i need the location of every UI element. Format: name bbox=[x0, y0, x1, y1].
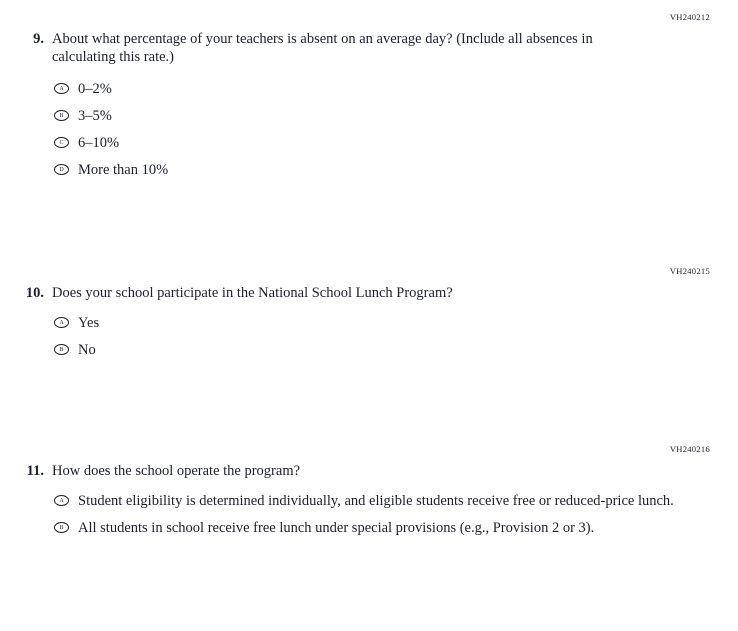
item-code: VH240216 bbox=[669, 444, 710, 454]
answer-option bbox=[54, 134, 738, 152]
item-code: VH240215 bbox=[669, 266, 710, 276]
question-block-11 bbox=[0, 444, 738, 546]
question-number: 10. bbox=[25, 285, 44, 301]
question-block-9 bbox=[0, 12, 738, 188]
answer-option bbox=[54, 314, 738, 332]
oval-letter: A bbox=[59, 85, 64, 92]
oval-letter: D bbox=[59, 166, 64, 173]
answer-oval-icon[interactable] bbox=[54, 317, 69, 328]
question-row bbox=[0, 462, 738, 480]
option-label: Student eligibility is determined individually, and eligible students receive free or reduced-price lunch. bbox=[78, 493, 674, 509]
question-block-10 bbox=[0, 266, 738, 368]
question-text: About what percentage of your teachers is absent on an average day? (Include all absences in calculating this rate.) bbox=[52, 31, 593, 65]
answer-option bbox=[54, 107, 738, 125]
question-number: 11. bbox=[26, 463, 44, 479]
oval-letter: C bbox=[59, 139, 64, 146]
answer-oval-icon[interactable] bbox=[54, 344, 69, 355]
question-number: 9. bbox=[33, 31, 44, 47]
answer-option bbox=[54, 341, 738, 359]
question-row bbox=[0, 284, 738, 302]
option-label: 0–2% bbox=[78, 81, 112, 97]
option-label: More than 10% bbox=[78, 162, 169, 178]
answer-options bbox=[54, 492, 738, 537]
option-label: 3–5% bbox=[78, 108, 112, 124]
answer-oval-icon[interactable] bbox=[54, 137, 69, 148]
option-label: All students in school receive free lunch under special provisions (e.g., Provision 2 or 3). bbox=[78, 520, 595, 536]
oval-letter: B bbox=[59, 524, 64, 531]
answer-option bbox=[54, 161, 738, 179]
answer-option bbox=[54, 519, 738, 537]
item-code: VH240212 bbox=[669, 12, 710, 22]
oval-letter: B bbox=[59, 112, 64, 119]
oval-letter: A bbox=[59, 319, 64, 326]
answer-options bbox=[54, 80, 738, 179]
answer-oval-icon[interactable] bbox=[54, 110, 69, 121]
option-label: 6–10% bbox=[78, 135, 120, 151]
question-row bbox=[0, 30, 738, 66]
option-label: No bbox=[78, 342, 96, 358]
oval-letter: B bbox=[59, 346, 64, 353]
answer-oval-icon[interactable] bbox=[54, 83, 69, 94]
option-label: Yes bbox=[78, 315, 100, 331]
question-text: How does the school operate the program? bbox=[52, 463, 301, 479]
question-text: Does your school participate in the National School Lunch Program? bbox=[52, 285, 453, 301]
answer-option bbox=[54, 492, 738, 510]
answer-oval-icon[interactable] bbox=[54, 522, 69, 533]
oval-letter: A bbox=[59, 497, 64, 504]
answer-oval-icon[interactable] bbox=[54, 495, 69, 506]
answer-options bbox=[54, 314, 738, 359]
answer-option bbox=[54, 80, 738, 98]
answer-oval-icon[interactable] bbox=[54, 164, 69, 175]
